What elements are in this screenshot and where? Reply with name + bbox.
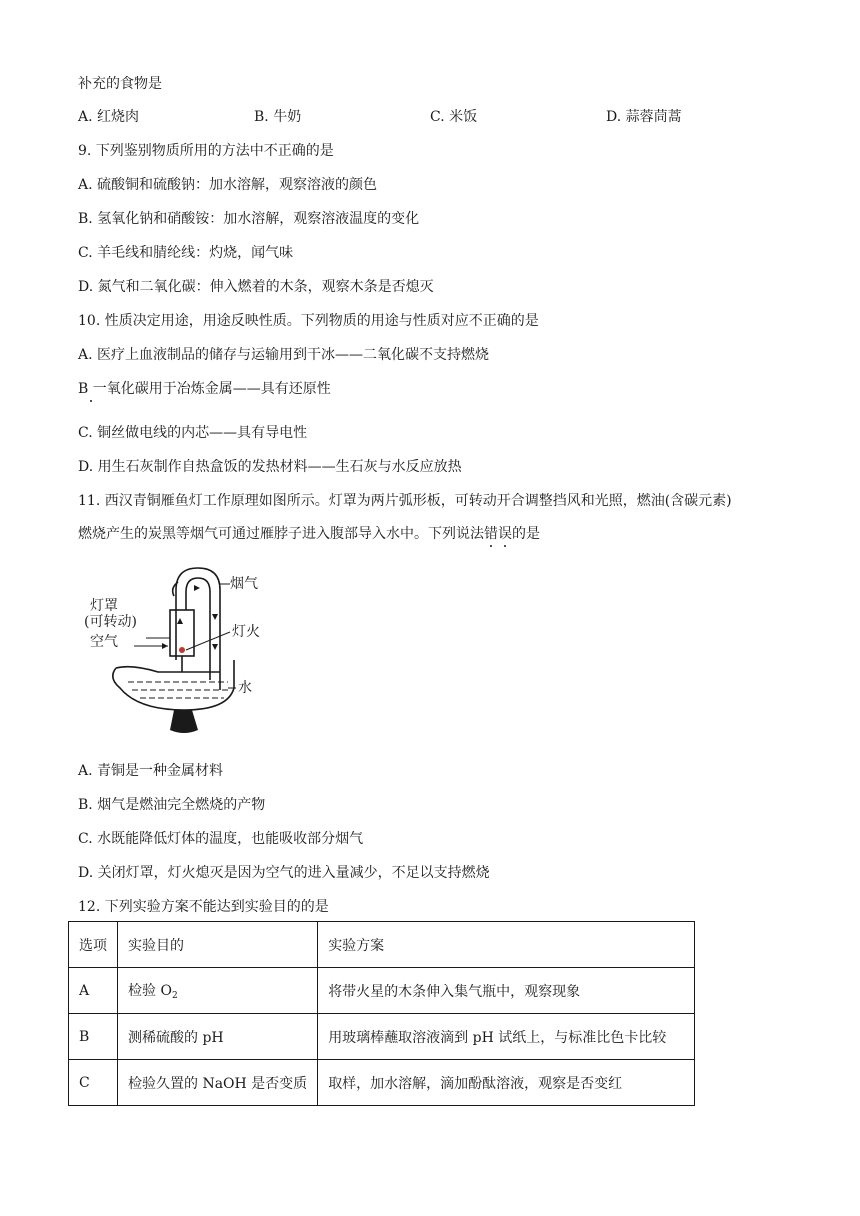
q9-option-c: C. 羊毛线和腈纶线：灼烧，闻气味 bbox=[78, 245, 294, 261]
q12-stem: 12. 下列实验方案不能达到实验目的的是 bbox=[78, 899, 329, 915]
q10-stem: 10. 性质决定用途，用途反映性质。下列物质的用途与性质对应不正确的是 bbox=[78, 313, 539, 329]
q10-option-c: C. 铜丝做电线的内芯——具有导电性 bbox=[78, 425, 308, 441]
neck-inner bbox=[186, 578, 210, 680]
table-header-row bbox=[69, 922, 695, 968]
q11-stem-line1: 11. 西汉青铜雁鱼灯工作原理如图所示。灯罩为两片弧形板，可转动开合调整挡风和光照，燃油(含碳元素) bbox=[78, 493, 732, 509]
q11-stem-line2 bbox=[78, 524, 540, 544]
q10-option-a: A. 医疗上血液制品的储存与运输用到干冰——二氧化碳不支持燃烧 bbox=[78, 347, 490, 363]
q10-option-b: B 一氧化碳用于冶炼金属——具有还原性 bbox=[78, 381, 331, 397]
header-plan: 实验方案 bbox=[318, 922, 695, 968]
row-a-plan: 将带火星的木条伸入集气瓶中，观察现象 bbox=[318, 968, 695, 1014]
flame-dot bbox=[179, 647, 185, 653]
q11-option-a: A. 青铜是一种金属材料 bbox=[78, 763, 224, 779]
q8-stem-tail: 补充的食物是 bbox=[78, 76, 162, 92]
q11-option-d: D. 关闭灯罩，灯火熄灭是因为空气的进入量减少，不足以支持燃烧 bbox=[78, 865, 490, 881]
label-air: 空气 bbox=[90, 634, 118, 650]
table-row bbox=[69, 968, 695, 1014]
q9-option-a: A. 硫酸铜和硫酸钠：加水溶解，观察溶液的颜色 bbox=[78, 177, 378, 193]
row-c-purpose: 检验久置的 NaOH 是否变质 bbox=[118, 1060, 318, 1106]
header-option: 选项 bbox=[69, 922, 118, 968]
q8-option-a: A. 红烧肉 bbox=[78, 109, 140, 125]
q8-option-c: C. 米饭 bbox=[430, 109, 478, 125]
q8-option-d: D. 蒜蓉茼蒿 bbox=[606, 109, 682, 125]
row-c-plan: 取样，加水溶解，滴加酚酞溶液，观察是否变红 bbox=[318, 1060, 695, 1106]
label-flame: 灯火 bbox=[232, 624, 260, 640]
row-a-purpose-text: 检验 O bbox=[128, 983, 172, 999]
q11-stem-line2-pre: 燃烧产生的炭黑等烟气可通过雁脖子进入腹部导入水中。下列说法 bbox=[78, 526, 484, 542]
header-purpose: 实验目的 bbox=[118, 922, 318, 968]
q11-stem-line2-post: 的是 bbox=[512, 526, 540, 542]
emphasis-char-2: 误 bbox=[498, 526, 512, 542]
table-row bbox=[69, 1060, 695, 1106]
goose-fish-lamp-figure bbox=[84, 560, 288, 740]
row-c-option: C bbox=[69, 1060, 118, 1106]
lamp-diagram bbox=[88, 560, 288, 740]
q10-option-d: D. 用生石灰制作自热盒饭的发热材料——生石灰与水反应放热 bbox=[78, 459, 462, 475]
row-a-option: A bbox=[69, 968, 118, 1014]
label-shade: 灯罩 bbox=[90, 598, 118, 614]
emphasis-dot bbox=[90, 400, 92, 402]
experiment-table bbox=[68, 921, 695, 1106]
table-row bbox=[69, 1014, 695, 1060]
q9-option-b: B. 氢氧化钠和硝酸铵：加水溶解，观察溶液温度的变化 bbox=[78, 211, 420, 227]
emphasis-char-1: 错 bbox=[484, 526, 498, 542]
q11-option-b: B. 烟气是燃油完全燃烧的产物 bbox=[78, 797, 266, 813]
bowl-rim bbox=[116, 667, 220, 672]
label-shade-note: (可转动) bbox=[84, 614, 137, 630]
row-a-purpose-subscript: 2 bbox=[171, 991, 178, 1001]
q9-option-d: D. 氮气和二氧化碳：伸入燃着的木条，观察木条是否熄灭 bbox=[78, 279, 434, 295]
label-water: 水 bbox=[238, 680, 252, 696]
row-b-plan: 用玻璃棒蘸取溶液滴到 pH 试纸上，与标准比色卡比较 bbox=[318, 1014, 695, 1060]
lamp-foot bbox=[170, 710, 198, 733]
row-b-option: B bbox=[69, 1014, 118, 1060]
label-smoke: 烟气 bbox=[230, 576, 258, 592]
row-b-purpose: 测稀硫酸的 pH bbox=[118, 1014, 318, 1060]
row-a-purpose bbox=[118, 968, 318, 1014]
q8-option-b: B. 牛奶 bbox=[254, 109, 302, 125]
q11-option-c: C. 水既能降低灯体的温度，也能吸收部分烟气 bbox=[78, 831, 364, 847]
q9-stem: 9. 下列鉴别物质所用的方法中不正确的是 bbox=[78, 143, 334, 159]
